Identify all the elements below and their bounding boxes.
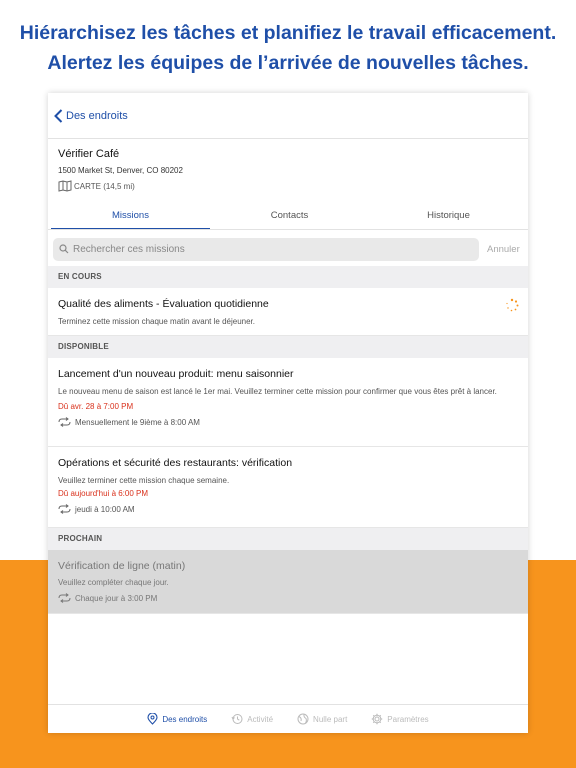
list-item[interactable]	[48, 288, 528, 336]
tab-historique[interactable]: Historique	[427, 210, 470, 221]
tabbar-item-nowhere[interactable]	[297, 713, 347, 725]
search-icon	[59, 244, 69, 254]
search-placeholder: Rechercher ces missions	[73, 243, 185, 255]
mission-due-date: Dû avr. 28 à 7:00 PM	[58, 402, 134, 411]
in-progress-spinner-icon	[505, 298, 519, 312]
section-header-in-progress: EN COURS	[48, 266, 528, 288]
location-name: Vérifier Café	[58, 148, 120, 160]
tabbar-item-locations[interactable]	[147, 713, 207, 725]
mission-description: Le nouveau menu de saison est lancé le 1er mai. Veuillez terminer cette mission pour confirmer que vous êtes prêt à lancer.	[58, 387, 497, 396]
tabbar-label: Des endroits	[162, 714, 208, 724]
navigation-bar	[48, 93, 528, 139]
list-item[interactable]	[48, 550, 528, 614]
list-item[interactable]	[48, 358, 528, 447]
headline-line-2: Alertez les équipes de l’arrivée de nouvelles tâches.	[47, 52, 529, 74]
headline-line-1: Hiérarchisez les tâches et planifiez le travail efficacement.	[19, 22, 557, 44]
mission-recurrence-text: Chaque jour à 3:00 PM	[75, 593, 158, 603]
tab-contacts[interactable]: Contacts	[270, 210, 309, 221]
gear-icon	[371, 713, 383, 725]
list-item[interactable]	[48, 447, 528, 528]
section-header-available: DISPONIBLE	[48, 336, 528, 358]
repeat-icon	[58, 417, 71, 427]
location-address: 1500 Market St, Denver, CO 80202	[58, 166, 183, 175]
cancel-button[interactable]: Annuler	[487, 243, 520, 255]
map-link-label: CARTE (14,5 mi)	[74, 181, 135, 191]
segment-tabs	[48, 203, 528, 230]
mission-title: Vérification de ligne (matin)	[58, 560, 186, 572]
mission-recurrence	[58, 417, 518, 427]
mission-due-date: Dû aujourd'hui à 6:00 PM	[58, 489, 149, 498]
map-icon	[58, 180, 72, 192]
globe-icon	[297, 713, 309, 725]
mission-list	[48, 266, 528, 614]
repeat-icon	[58, 504, 71, 514]
mission-recurrence-text: Mensuellement le 9ième à 8:00 AM	[75, 417, 200, 427]
repeat-icon	[58, 593, 71, 603]
chevron-left-icon	[54, 109, 63, 123]
tabbar-item-activity[interactable]	[231, 713, 273, 725]
promo-headline	[0, 18, 576, 78]
mission-description: Terminez cette mission chaque matin avant le déjeuner.	[58, 317, 255, 326]
back-button[interactable]	[54, 109, 128, 123]
mission-description: Veuillez compléter chaque jour.	[58, 578, 169, 587]
location-pin-icon	[147, 713, 158, 725]
app-screen	[48, 93, 528, 733]
section-header-upcoming: PROCHAIN	[48, 528, 528, 550]
tabbar-label: Activité	[247, 714, 274, 724]
mission-description: Veuillez terminer cette mission chaque semaine.	[58, 476, 230, 485]
history-icon	[231, 713, 243, 725]
tab-missions[interactable]: Missions	[51, 203, 210, 229]
map-link[interactable]	[58, 180, 518, 192]
search-input[interactable]	[53, 238, 479, 261]
bottom-tab-bar	[48, 704, 528, 733]
mission-title: Qualité des aliments - Évaluation quotidienne	[58, 298, 269, 310]
tabbar-label: Paramètres	[387, 714, 429, 724]
mission-recurrence	[58, 504, 518, 514]
mission-recurrence-text: jeudi à 10:00 AM	[75, 504, 135, 514]
mission-title: Lancement d'un nouveau produit: menu saisonnier	[58, 368, 294, 380]
search-row	[48, 236, 528, 262]
mission-title: Opérations et sécurité des restaurants: vérification	[58, 457, 293, 469]
back-button-label: Des endroits	[66, 109, 128, 122]
mission-recurrence	[58, 593, 518, 603]
tabbar-item-settings[interactable]	[371, 713, 428, 725]
tabbar-label: Nulle part	[313, 714, 348, 724]
